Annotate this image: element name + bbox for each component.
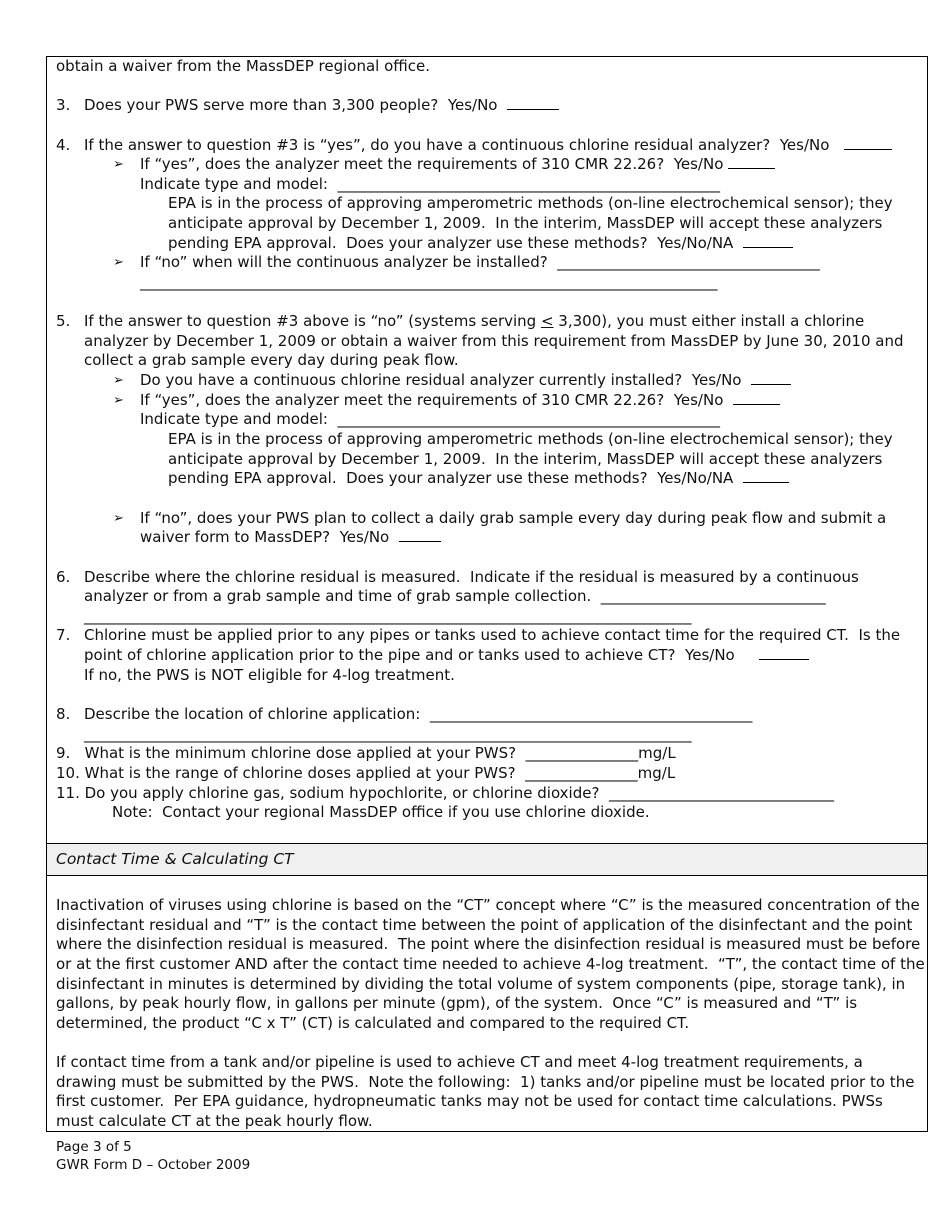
q4-bullet-2-line: _____________________________________________________________________________ [140,273,718,291]
q6-line-3: _________________________________________________________________________________ [84,607,692,625]
q5-model-line: Indicate type and model: ___________________________________________________ [140,410,720,428]
q4-number: 4. [56,136,71,154]
q4-methods-answer-field[interactable] [743,234,793,248]
q5-bullet-2 [140,391,780,411]
q5-le: < [540,312,554,330]
q5-bullet-3: If “no”, does your PWS plan to collect a daily grab sample every day during peak flow and submit a [140,509,887,527]
ct-p1-line: disinfectant in minutes is determined by dividing the total volume of system components (pipe, storage tank), in [56,975,906,993]
q3-answer-field[interactable] [507,96,559,110]
q7-line-2-item [84,646,809,666]
questions-section [47,57,927,843]
q4-b1-answer-field[interactable] [728,155,775,169]
q5-b3b-text: waiver form to MassDEP? Yes/No [140,528,390,546]
q5-epa-line-1: EPA is in the process of approving amperometric methods (on-line electrochemical sensor); they [168,430,893,448]
q4-epa-line-1: EPA is in the process of approving amperometric methods (on-line electrochemical sensor); they [168,194,893,212]
page-footer [56,1138,250,1174]
q5-l1b: 3,300), you must either install a chlorine [553,312,865,330]
bullet-icon: ➢ [113,393,124,408]
q5-b1-answer-field[interactable] [751,371,791,385]
bullet-icon: ➢ [113,373,124,388]
ct-p1-line: gallons, by peak hourly flow, in gallons per minute (gpm), of the system. Once “C” is measured and “T” is [56,994,858,1012]
q8-line-1: Describe the location of chlorine application: ___________________________________________ [84,705,753,723]
q4-epa-line-3: pending EPA approval. Does your analyzer use these methods? Yes/No/NA [168,234,734,252]
q6-line-2: analyzer or from a grab sample and time of grab sample collection. ______________________________ [84,587,826,605]
q3-item [84,96,559,116]
q7-line-3: If no, the PWS is NOT eligible for 4-log treatment. [84,666,455,684]
ct-p1-line: Inactivation of viruses using chlorine is based on the “CT” concept where “C” is the measured concentration of the [56,896,920,914]
q11-line: 11. Do you apply chlorine gas, sodium hypochlorite, or chlorine dioxide? ______________________________ [56,784,834,802]
q6-number: 6. [56,568,71,586]
q4-b1-text: If “yes”, does the analyzer meet the requirements of 310 CMR 22.26? Yes/No [140,155,724,173]
form-id: GWR Form D – October 2009 [56,1157,251,1173]
ct-p2-line: drawing must be submitted by the PWS. Note the following: 1) tanks and/or pipeline must be located prior to the [56,1073,915,1091]
q9-line: 9. What is the minimum chlorine dose applied at your PWS? _______________mg/L [56,744,676,762]
q5-methods-answer-field[interactable] [743,469,789,483]
q4-answer-field[interactable] [844,136,892,150]
q4-text: If the answer to question #3 is “yes”, do you have a continuous chlorine residual analyzer? Yes/No [84,136,830,154]
q8-number: 8. [56,705,71,723]
page-number: Page 3 of 5 [56,1139,132,1155]
chlorine-dioxide-note: Note: Contact your regional MassDEP office if you use chlorine dioxide. [112,803,650,821]
q5-b3-answer-field[interactable] [399,528,441,542]
section-header [47,843,927,876]
section-heading: Contact Time & Calculating CT [56,850,294,868]
q4-item [84,136,892,156]
q7-line-1: Chlorine must be applied prior to any pipes or tanks used to achieve contact time for the required CT. Is the [84,626,901,644]
ct-p1-line: disinfectant residual and “T” is the contact time between the point of application of the disinfectant and the point [56,916,913,934]
ct-p2-line: first customer. Per EPA guidance, hydropneumatic tanks may not be used for contact time calculations. PWSs [56,1092,883,1110]
q5-bullet-1 [140,371,791,391]
q5-number: 5. [56,312,71,330]
q5-b1-text: Do you have a continuous chlorine residual analyzer currently installed? Yes/No [140,371,742,389]
q3-number: 3. [56,96,71,114]
q4-epa-line-2: anticipate approval by December 1, 2009. In the interim, MassDEP will accept these analyzers [168,214,883,232]
q8-line-2: _________________________________________________________________________________ [84,725,692,743]
bullet-icon: ➢ [113,255,124,270]
q7-answer-field[interactable] [759,646,809,660]
bullet-icon: ➢ [113,511,124,526]
intro-tail: obtain a waiver from the MassDEP regional office. [56,57,430,75]
q5-bullet-3-line-2 [140,528,441,548]
q7-number: 7. [56,626,71,644]
ct-p1-line: where the disinfection residual is measured. The point where the disinfection residual is measured must be before [56,935,921,953]
q5-line-1 [84,312,864,332]
q5-b2-answer-field[interactable] [733,391,780,405]
q5-l1a: If the answer to question #3 above is “no” (systems serving [84,312,541,330]
ct-p1-line: determined, the product “C x T” (CT) is calculated and compared to the required CT. [56,1014,690,1032]
q5-epa-line-3: pending EPA approval. Does your analyzer use these methods? Yes/No/NA [168,469,734,487]
q4-bullet-1 [140,155,775,175]
bullet-icon: ➢ [113,157,124,172]
q5-b2-text: If “yes”, does the analyzer meet the requirements of 310 CMR 22.26? Yes/No [140,391,724,409]
q4-model-line: Indicate type and model: ___________________________________________________ [140,175,720,193]
q5-line-2: analyzer by December 1, 2009 or obtain a waiver from this requirement from MassDEP by June 30, 2010 and [84,332,904,350]
q7-line-2: point of chlorine application prior to the pipe and or tanks used to achieve CT? Yes/No [84,646,735,664]
q5-line-3: collect a grab sample every day during peak flow. [84,351,459,369]
q5-epa-item [168,469,789,489]
q10-line: 10. What is the range of chlorine doses applied at your PWS? _______________mg/L [56,764,676,782]
form-frame [46,56,928,1132]
q4-epa-item [168,234,793,254]
ct-p2-line: must calculate CT at the peak hourly flow. [56,1112,373,1130]
q3-text: Does your PWS serve more than 3,300 people? Yes/No [84,96,498,114]
ct-p2-line: If contact time from a tank and/or pipeline is used to achieve CT and meet 4-log treatment requirements, a [56,1053,863,1071]
q4-bullet-2: If “no” when will the continuous analyzer be installed? ___________________________________ [140,253,820,271]
q5-epa-line-2: anticipate approval by December 1, 2009. In the interim, MassDEP will accept these analyzers [168,450,883,468]
ct-p1-line: or at the first customer AND after the contact time needed to achieve 4-log treatment. “T”, the contact time of the [56,955,925,973]
q6-line-1: Describe where the chlorine residual is measured. Indicate if the residual is measured by a continuous [84,568,859,586]
